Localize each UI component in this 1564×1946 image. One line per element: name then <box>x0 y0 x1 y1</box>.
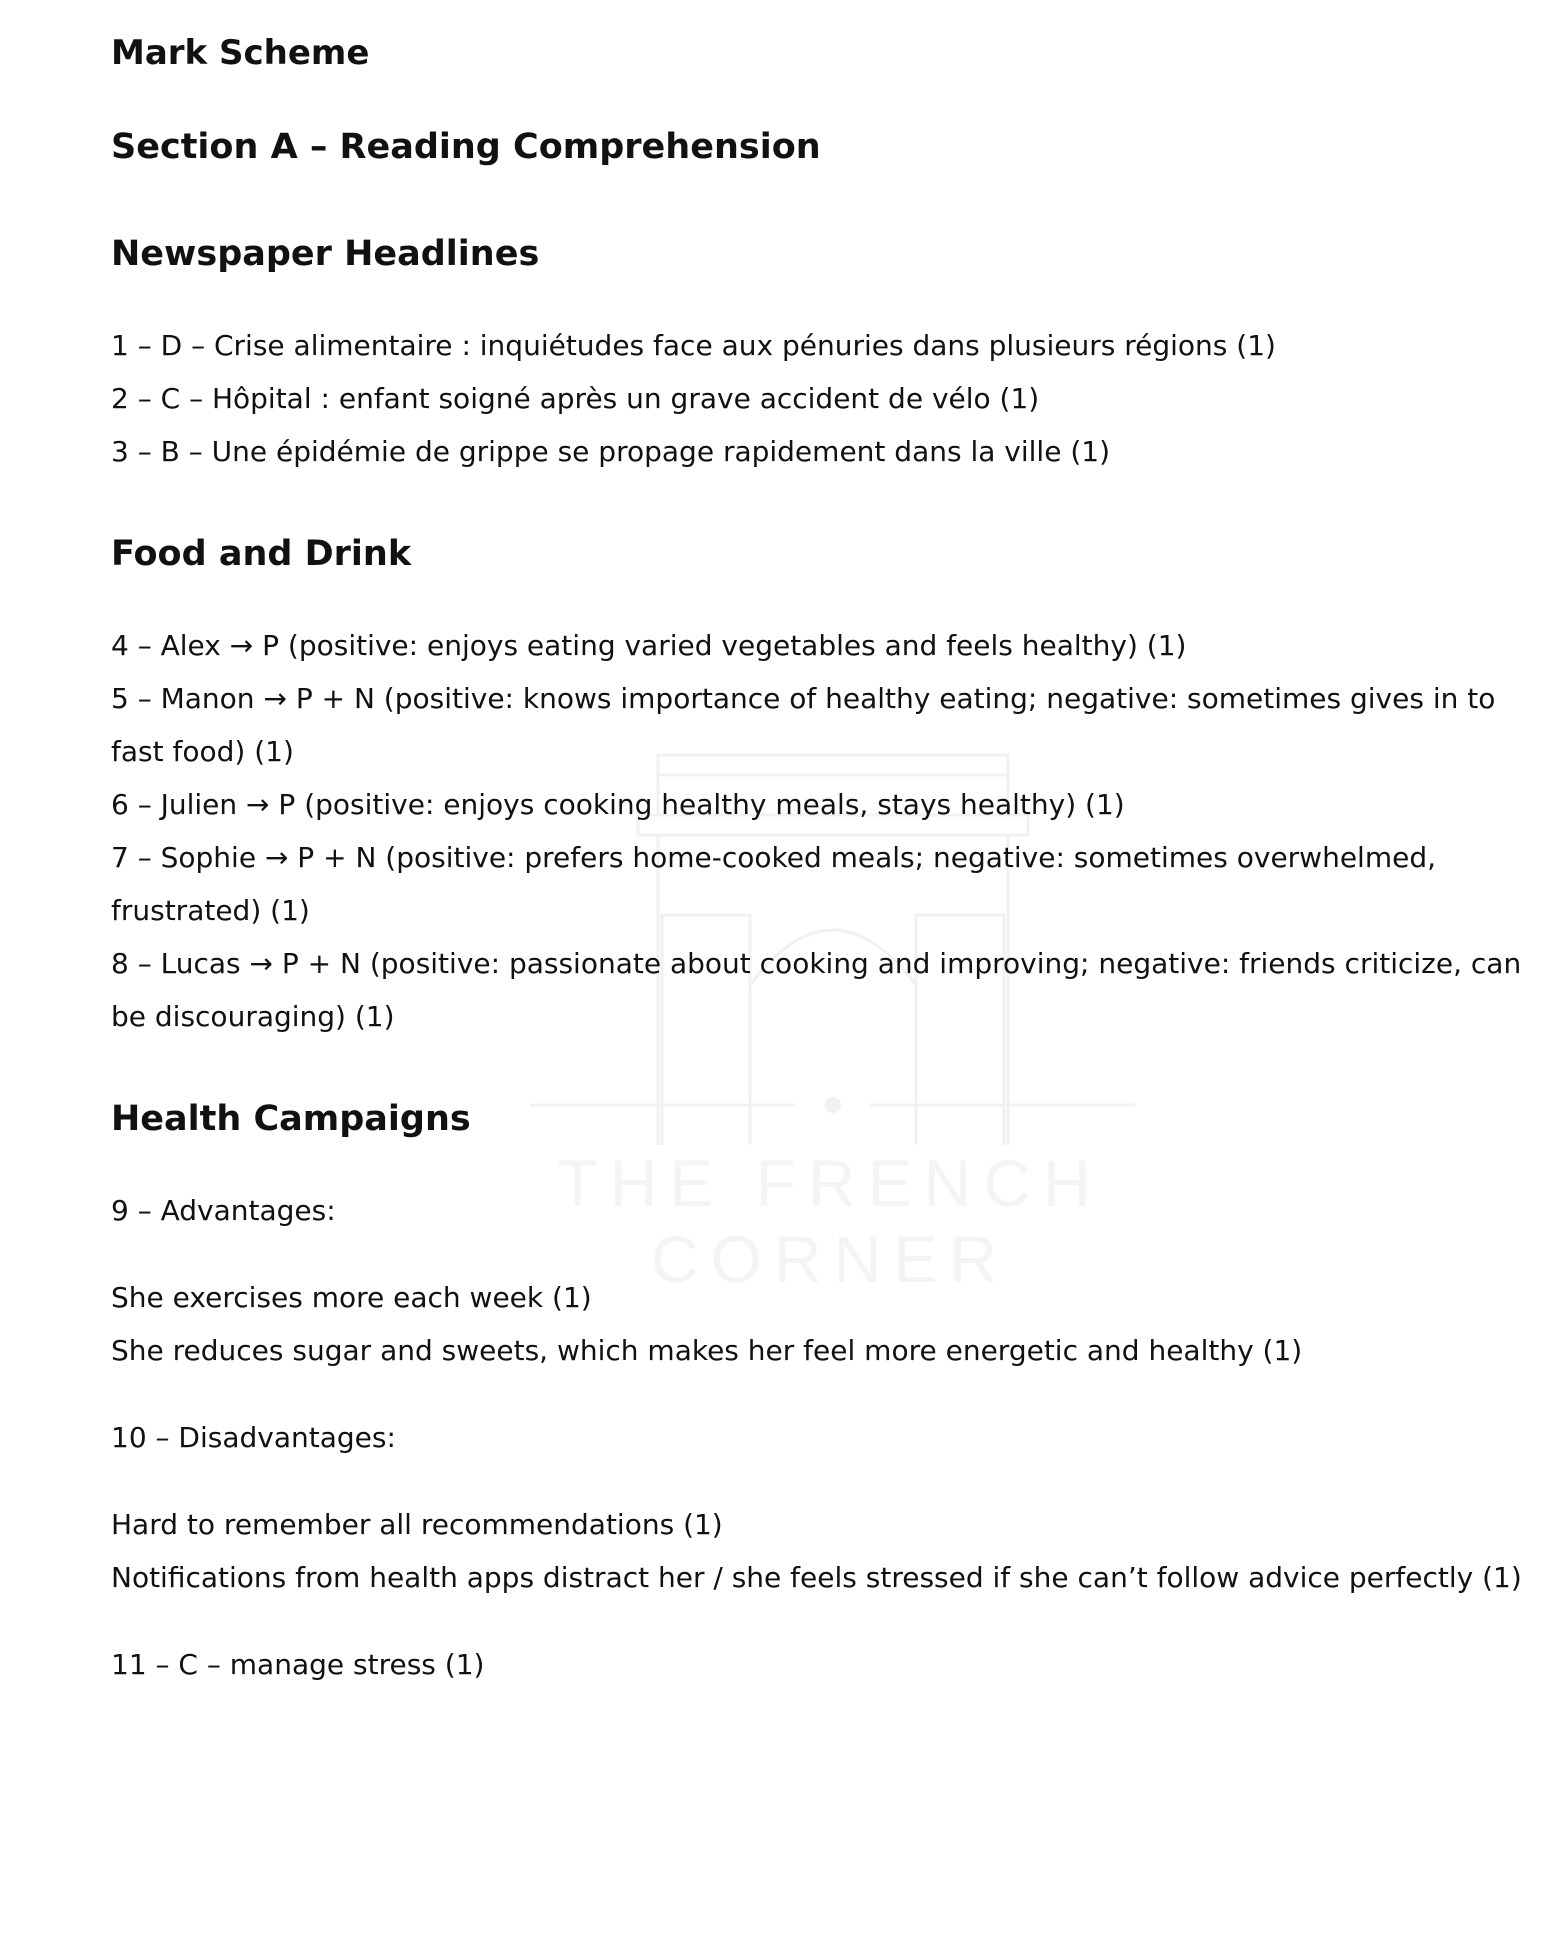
answer-line: 1 – D – Crise alimentaire : inquiétudes face aux pénuries dans plusieurs régions (1) <box>111 329 1276 362</box>
answer-line: Hard to remember all recommendations (1) <box>111 1508 723 1541</box>
food-and-drink-heading: Food and Drink <box>111 534 412 574</box>
answer-line: Notifications from health apps distract her / she feels stressed if she can’t follow advice perfectly (1) <box>111 1561 1522 1594</box>
mark-scheme-document <box>111 33 1541 1691</box>
answer-line: 2 – C – Hôpital : enfant soigné après un grave accident de vélo (1) <box>111 382 1040 415</box>
answer-line: She exercises more each week (1) <box>111 1281 592 1314</box>
watermark-text: THE FRENCH CORNER <box>557 1146 1103 1296</box>
answer-line: 7 – Sophie → P + N (positive: prefers home-cooked meals; negative: sometimes overwhelmed, frustrated) (1) <box>111 841 1437 927</box>
document-title: Mark Scheme <box>111 33 370 73</box>
section-a-heading: Section A – Reading Comprehension <box>111 127 821 167</box>
health-campaigns-heading: Health Campaigns <box>111 1099 471 1139</box>
question-11-answer: 11 – C – manage stress (1) <box>111 1648 485 1681</box>
answer-line: 6 – Julien → P (positive: enjoys cooking healthy meals, stays healthy) (1) <box>111 788 1125 821</box>
question-9-label: 9 – Advantages: <box>111 1194 336 1227</box>
answer-line: 5 – Manon → P + N (positive: knows importance of healthy eating; negative: sometimes gives in to fast food) (1) <box>111 682 1496 768</box>
question-10-label: 10 – Disadvantages: <box>111 1421 396 1454</box>
answer-line: She reduces sugar and sweets, which makes her feel more energetic and healthy (1) <box>111 1334 1303 1367</box>
answer-line: 3 – B – Une épidémie de grippe se propage rapidement dans la ville (1) <box>111 435 1110 468</box>
answer-line: 4 – Alex → P (positive: enjoys eating varied vegetables and feels healthy) (1) <box>111 629 1187 662</box>
answer-line: 8 – Lucas → P + N (positive: passionate about cooking and improving; negative: friends criticize, can be discouraging) (1) <box>111 947 1522 1033</box>
newspaper-headlines-heading: Newspaper Headlines <box>111 234 540 274</box>
